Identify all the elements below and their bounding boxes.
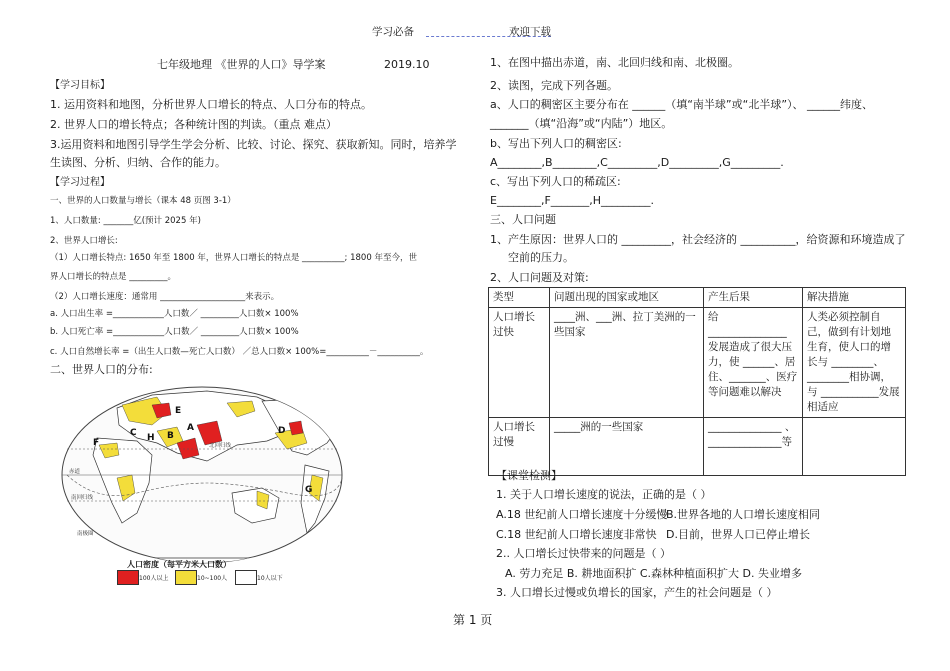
table-header: 解决措施 xyxy=(803,288,906,308)
table-cell: _____洲的一些国家 xyxy=(550,418,704,476)
goal-1: 1. 运用资料和地图，分析世界人口增长的特点、人口分布的特点。 xyxy=(50,98,372,111)
process-4: （1）人口增长特点: 1650 年至 1800 年，世界人口增长的特点是 __________; 1800 年至今，世 xyxy=(50,253,417,263)
table-header: 问题出现的国家或地区 xyxy=(550,288,704,308)
map-tropic-north-label: 北回归线 xyxy=(209,443,232,449)
process-7: a. 人口出生率 =____________人口数／ _________人口数× 100% xyxy=(50,309,299,319)
table-header-row xyxy=(489,288,906,308)
check-q1-option-a: A.18 世纪前人口增长速度十分缓慢 xyxy=(496,508,668,521)
question-2: 2、读图，完成下列各题。 xyxy=(490,79,618,92)
check-heading: 【课堂检测】 xyxy=(496,469,562,482)
process-8: b. 人口死亡率 =____________人口数／ _________人口数× 100% xyxy=(50,327,299,337)
check-q1-option-d: D.目前，世界人口已停止增长 xyxy=(666,528,810,541)
map-heading: 二、世界人口的分布: xyxy=(50,363,153,376)
reason-line1: 1、产生原因：世界人口的 _________，社会经济的 __________，给资源和环境造成了 xyxy=(490,233,906,246)
header-right: 欢迎下载 xyxy=(509,26,551,38)
goal-3a: 3.运用资料和地图引导学生学会分析、比较、讨论、探究、获取新知。同时，培养学 xyxy=(50,138,457,151)
map-equator-label: 赤道 xyxy=(69,469,81,475)
process-1: 一、世界的人口数量与增长（课本 48 页图 3-1） xyxy=(50,196,236,206)
map-legend-title: 人口密度（每平方米人口数） xyxy=(127,560,231,569)
table-cell: 给 _______________ 发展造成了很大压力，使 ______、居住、_______、医疗等问题难以解决 xyxy=(704,308,803,418)
map-label-a: A xyxy=(187,423,194,433)
process-5: 界人口增长的特点是 _________。 xyxy=(50,272,176,282)
table-header: 产生后果 xyxy=(704,288,803,308)
question-2b-blanks: A________,B________,C_________,D_________,G_________. xyxy=(490,156,784,169)
process-heading: 【学习过程】 xyxy=(50,177,110,188)
goal-3b: 生读图、分析、归纳、合作的能力。 xyxy=(50,156,226,169)
check-q1-option-b: B.世界各地的人口增长速度相同 xyxy=(666,508,821,521)
table-cell xyxy=(803,418,906,476)
check-q2: 2.. 人口增长过快带来的问题是（ ） xyxy=(496,547,671,560)
process-3: 2、世界人口增长: xyxy=(50,236,118,246)
process-9: c. 人口自然增长率 =（出生人口数—死亡人口数） ／总人口数× 100%=__________－__________。 xyxy=(50,347,429,357)
table-cell: 人口增长过慢 xyxy=(489,418,550,476)
legend-label-yellow: 10~100人 xyxy=(197,575,228,582)
question-2a-line1: a、人口的稠密区主要分布在 ______（填“南半球”或“北半球”）、 ______纬度、 xyxy=(490,98,874,111)
problems-heading: 2、人口问题及对策: xyxy=(490,271,589,284)
map-label-h: H xyxy=(147,433,155,443)
check-q1: 1. 关于人口增长速度的说法，正确的是（ ） xyxy=(496,488,712,501)
legend-swatch-red xyxy=(117,570,139,585)
question-1: 1、在图中描出赤道，南、北回归线和南、北极圈。 xyxy=(490,56,739,69)
process-6: （2）人口增长速度：通常用 ____________________来表示。 xyxy=(50,292,280,302)
table-row xyxy=(489,308,906,418)
check-q2-options: A. 劳力充足 B. 耕地面积扩 C.森林种植面积扩大 D. 失业增多 xyxy=(505,567,802,580)
question-2c-blanks: E________,F_______,H_________. xyxy=(490,194,655,207)
map-tropic-south-label: 南回归线 xyxy=(71,495,94,501)
page-number: 第 1 页 xyxy=(453,613,493,627)
doc-date: 2019.10 xyxy=(384,58,430,71)
reason-line2: 空前的压力。 xyxy=(508,251,574,264)
check-q1-option-c: C.18 世纪前人口增长速度非常快 xyxy=(496,528,657,541)
table-cell: ______________ 、______________等 xyxy=(704,418,803,476)
legend-label-white: 10人以下 xyxy=(257,575,283,582)
table-cell: ____洲、___洲、拉丁美洲的一些国家 xyxy=(550,308,704,418)
map-label-e: E xyxy=(175,406,182,416)
check-q3: 3. 人口增长过慢或负增长的国家，产生的社会问题是（ ） xyxy=(496,586,778,599)
question-2c: c、写出下列人口的稀疏区: xyxy=(490,175,621,188)
header-left: 学习必备 xyxy=(372,26,414,38)
map-label-f: F xyxy=(93,438,100,448)
table-header: 类型 xyxy=(489,288,550,308)
table-cell: 人口增长过快 xyxy=(489,308,550,418)
legend-label-red: 100人以上 xyxy=(139,575,169,582)
goals-heading: 【学习目标】 xyxy=(50,80,110,91)
population-problems-table xyxy=(488,287,906,476)
world-population-map xyxy=(57,383,347,583)
table-cell: 人类必须控制自己，做到有计划地生育，使人口的增长与 ________、________相协调，与 ___________发展相适应 xyxy=(803,308,906,418)
legend-swatch-white xyxy=(235,570,257,585)
map-label-c: C xyxy=(130,428,137,438)
question-2b: b、写出下列人口的稠密区: xyxy=(490,137,622,150)
question-2a-line2: _______（填“沿海”或“内陆”）地区。 xyxy=(490,117,673,130)
goal-2: 2. 世界人口的增长特点；各种统计图的判读。（重点 难点） xyxy=(50,118,337,131)
map-label-b: B xyxy=(167,431,174,441)
table-row xyxy=(489,418,906,476)
map-antarctic-label: 南极圈 xyxy=(77,531,94,537)
doc-title: 七年级地理 《世界的人口》导学案 xyxy=(157,58,326,71)
process-2: 1、人口数量: _______亿(预计 2025 年) xyxy=(50,216,201,226)
map-label-g: G xyxy=(305,485,313,495)
map-label-d: D xyxy=(278,426,286,436)
section-3-heading: 三、人口问题 xyxy=(490,213,556,226)
legend-swatch-yellow xyxy=(175,570,197,585)
